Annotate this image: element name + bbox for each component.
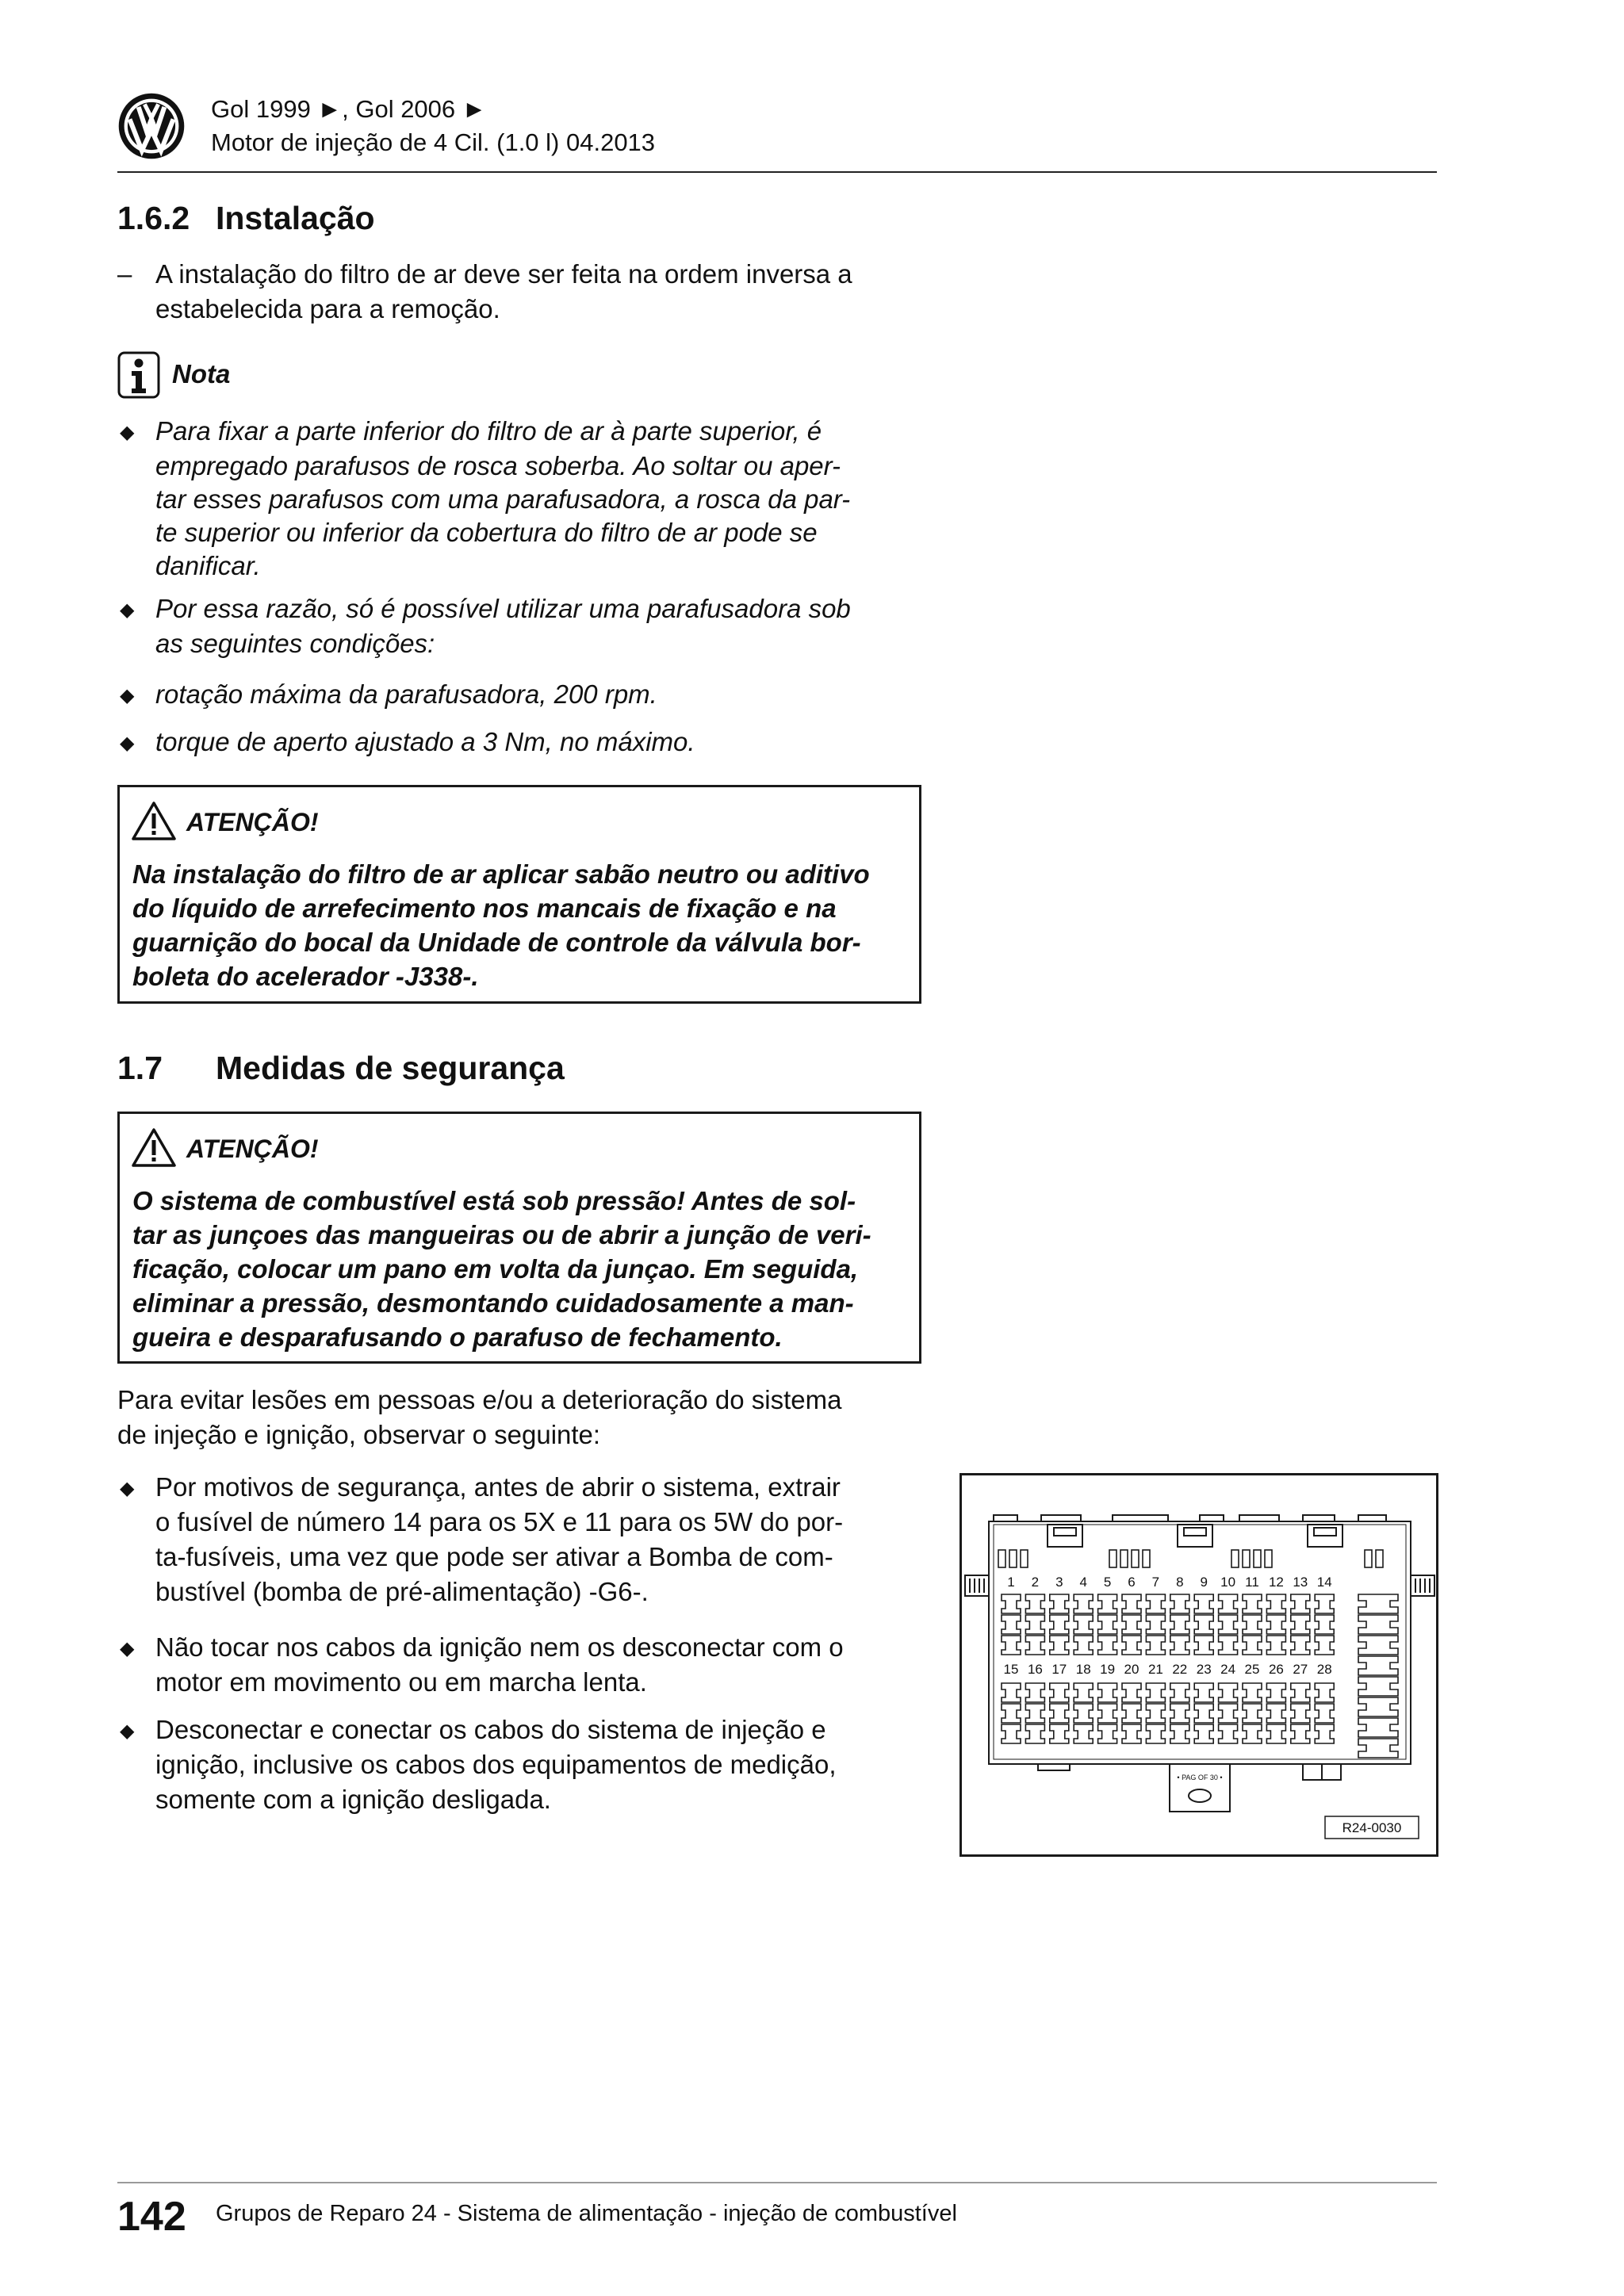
fuse-blade (1074, 1683, 1093, 1702)
fuse-blade (1002, 1724, 1021, 1743)
fuse-blade (1291, 1704, 1310, 1723)
fuse-blade (1291, 1683, 1310, 1702)
step-dash-marker: – (117, 259, 132, 289)
safety-item-line: ignição, inclusive os cabos dos equipamentos de medição, (155, 1750, 837, 1779)
fuse-number-label: 19 (1100, 1662, 1116, 1677)
fuse-blade (1146, 1683, 1165, 1702)
section-number: 1.6.2 (117, 200, 190, 236)
bullet-marker: ◆ (120, 599, 135, 621)
note-item-line: Para fixar a parte inferior do filtro de ar à parte superior, é (155, 416, 822, 446)
fuse-blade (1098, 1594, 1117, 1613)
fuse-blade (1358, 1615, 1398, 1634)
fuse-blade (1194, 1704, 1213, 1723)
fuse-number-label: 7 (1151, 1575, 1160, 1590)
fuse-number-label: 8 (1176, 1575, 1184, 1590)
fuse-blade (1315, 1724, 1334, 1743)
figure-reference-code: R24-0030 (1342, 1820, 1402, 1835)
fuse-blade (1291, 1636, 1310, 1655)
fuse-blade (1358, 1739, 1398, 1758)
fuse-blade (1002, 1683, 1021, 1702)
fuse-blade (1074, 1704, 1093, 1723)
fuse-number-label: 24 (1220, 1662, 1236, 1677)
fuse-blade (1050, 1724, 1069, 1743)
fuse-blade (1266, 1724, 1285, 1743)
fuse-box-diagram-icon (962, 1475, 1436, 1854)
intro-line: Para evitar lesões em pessoas e/ou a deterioração do sistema (117, 1385, 842, 1414)
fuse-number-label: 11 (1245, 1575, 1259, 1590)
fuse-blade (1025, 1724, 1044, 1743)
section-number: 1.7 (117, 1050, 163, 1086)
fuse-blade (1315, 1615, 1334, 1634)
fuse-blade (1358, 1636, 1398, 1655)
note-item-line: empregado parafusos de rosca soberba. Ao soltar ou aper- (155, 451, 841, 480)
bullet-marker: ◆ (120, 1638, 135, 1659)
fuse-blade (1146, 1636, 1165, 1655)
fuse-number-label: 17 (1051, 1662, 1067, 1677)
fuse-blade (1291, 1594, 1310, 1613)
fuse-blade (1315, 1704, 1334, 1723)
fuse-blade (1266, 1594, 1285, 1613)
fuse-number-label: 21 (1147, 1662, 1163, 1677)
fuse-blade (1025, 1615, 1044, 1634)
fuse-blade (1219, 1615, 1238, 1634)
fuse-blade (1266, 1615, 1285, 1634)
safety-item-line: Desconectar e conectar os cabos do sistema de injeção e (155, 1715, 826, 1744)
fuse-box-small-label: • PAG OF 30 • (1177, 1774, 1223, 1781)
fuse-blade (1266, 1683, 1285, 1702)
page-number: 142 (117, 2194, 186, 2240)
fuse-blade (1266, 1636, 1285, 1655)
warning-line: O sistema de combustível está sob pressão! Antes de sol- (132, 1186, 856, 1215)
bullet-marker: ◆ (120, 733, 135, 754)
fuse-blade (1219, 1683, 1238, 1702)
fuse-blade (1002, 1594, 1021, 1613)
fuse-number-label: 16 (1027, 1662, 1043, 1677)
intro-line: de injeção e ignição, observar o seguinte: (117, 1420, 601, 1449)
safety-item-line: Por motivos de segurança, antes de abrir o sistema, extrair (155, 1472, 841, 1502)
fuse-number-label: 10 (1220, 1575, 1236, 1590)
bullet-marker: ◆ (120, 1478, 135, 1499)
fuse-blade (1074, 1636, 1093, 1655)
fuse-blade (1098, 1636, 1117, 1655)
section-heading-1-7 (117, 1048, 752, 1088)
fuse-blade (1315, 1636, 1334, 1655)
fuse-box-figure (959, 1473, 1438, 1857)
fuse-number-label: 3 (1055, 1575, 1063, 1590)
fuse-number-label: 22 (1172, 1662, 1188, 1677)
fuse-blade (1170, 1683, 1189, 1702)
fuse-blade (1050, 1636, 1069, 1655)
note-item-line: danificar. (155, 551, 261, 580)
fuse-blade (1291, 1724, 1310, 1743)
fuse-blade (1170, 1704, 1189, 1723)
note-label: Nota (172, 359, 231, 388)
fuse-blade (1358, 1594, 1398, 1613)
warning-line: boleta do acelerador -J338-. (132, 962, 479, 991)
fuse-blade (1219, 1594, 1238, 1613)
fuse-blade (1025, 1636, 1044, 1655)
note-item-line: torque de aperto ajustado a 3 Nm, no máximo. (155, 727, 695, 756)
warning-box (117, 1112, 921, 1364)
fuse-blade (1266, 1704, 1285, 1723)
fuse-blade (1194, 1683, 1213, 1702)
warning-box (117, 785, 921, 1004)
fuse-blade (1243, 1683, 1262, 1702)
fuse-number-label: 12 (1268, 1575, 1284, 1590)
safety-item-line: ta-fusíveis, uma vez que pode ser ativar a Bomba de com- (155, 1542, 833, 1571)
fuse-blade (1098, 1704, 1117, 1723)
fuse-number-label: 13 (1293, 1575, 1308, 1590)
fuse-blade (1025, 1594, 1044, 1613)
fuse-number-label: 20 (1124, 1662, 1139, 1677)
bullet-marker: ◆ (120, 422, 135, 443)
fuse-blade (1146, 1724, 1165, 1743)
warning-line: do líquido de arrefecimento nos mancais de fixação e na (132, 894, 837, 923)
fuse-number-label: 26 (1268, 1662, 1284, 1677)
fuse-blade (1074, 1615, 1093, 1634)
safety-item-line: o fusível de número 14 para os 5X e 11 para os 5W do por- (155, 1507, 844, 1536)
warning-title: ATENÇÃO! (186, 1135, 319, 1163)
fuse-blade (1358, 1718, 1398, 1737)
fuse-number-label: 23 (1196, 1662, 1212, 1677)
fuse-number-label: 28 (1316, 1662, 1332, 1677)
fuse-blade (1122, 1704, 1141, 1723)
fuse-blade (1194, 1615, 1213, 1634)
warning-line: Na instalação do filtro de ar aplicar sabão neutro ou aditivo (132, 859, 870, 889)
note-item-line: Por essa razão, só é possível utilizar uma parafusadora sob (155, 594, 851, 623)
section-title: Instalação (216, 200, 375, 236)
fuse-blade (1219, 1724, 1238, 1743)
fuse-blade (1122, 1594, 1141, 1613)
fuse-number-label: 18 (1075, 1662, 1091, 1677)
fuse-blade (1170, 1594, 1189, 1613)
fuse-number-label: 9 (1200, 1575, 1208, 1590)
warning-line: tar as junçoes das mangueiras ou de abrir a junção de veri- (132, 1220, 871, 1249)
fuse-blade (1358, 1677, 1398, 1696)
fuse-blade (1243, 1724, 1262, 1743)
fuse-blade (1243, 1704, 1262, 1723)
fuse-blade (1219, 1636, 1238, 1655)
fuse-blade (1243, 1594, 1262, 1613)
safety-item-line: somente com a ignição desligada. (155, 1785, 551, 1814)
fuse-blade (1243, 1615, 1262, 1634)
fuse-blade (1243, 1636, 1262, 1655)
warning-line: gueira e desparafusando o parafuso de fechamento. (132, 1322, 783, 1352)
warning-triangle-icon (131, 1127, 177, 1168)
fuse-number-label: 14 (1316, 1575, 1332, 1590)
warning-triangle-icon (131, 800, 177, 841)
note-item-line: rotação máxima da parafusadora, 200 rpm. (155, 679, 657, 709)
fuse-blade (1025, 1704, 1044, 1723)
fuse-blade (1358, 1656, 1398, 1675)
fuse-blade (1358, 1697, 1398, 1716)
safety-item-line: bustível (bomba de pré-alimentação) -G6-. (155, 1577, 649, 1606)
fuse-blade (1074, 1594, 1093, 1613)
step-line: A instalação do filtro de ar deve ser feita na ordem inversa a (155, 259, 852, 289)
step-line: estabelecida para a remoção. (155, 294, 500, 323)
fuse-blade (1002, 1615, 1021, 1634)
fuse-blade (1170, 1724, 1189, 1743)
note-item-line: tar esses parafusos com uma parafusadora, a rosca da par- (155, 484, 851, 514)
warning-line: guarnição do bocal da Unidade de controle da válvula bor- (132, 928, 861, 957)
fuse-blade (1122, 1683, 1141, 1702)
fuse-blade (1050, 1704, 1069, 1723)
fuse-blade (1219, 1704, 1238, 1723)
fuse-blade (1194, 1636, 1213, 1655)
section-heading-1-6-2 (117, 198, 593, 238)
footer-text: Grupos de Reparo 24 - Sistema de alimentação - injeção de combustível (216, 2201, 957, 2226)
header-engine-line: Motor de injeção de 4 Cil. (1.0 l) 04.2013 (211, 128, 656, 156)
fuse-blade (1291, 1615, 1310, 1634)
fuse-number-label: 5 (1103, 1575, 1112, 1590)
header-model-line: Gol 1999 ►, Gol 2006 ► (211, 95, 487, 123)
header-divider (117, 171, 1437, 173)
fuse-number-label: 6 (1128, 1575, 1136, 1590)
info-icon (117, 351, 160, 399)
fuse-blade (1170, 1636, 1189, 1655)
fuse-number-label: 27 (1293, 1662, 1308, 1677)
fuse-number-label: 1 (1007, 1575, 1015, 1590)
fuse-blade (1098, 1615, 1117, 1634)
bullet-marker: ◆ (120, 685, 135, 706)
fuse-blade (1194, 1594, 1213, 1613)
fuse-blade (1315, 1594, 1334, 1613)
fuse-blade (1098, 1724, 1117, 1743)
fuse-blade (1050, 1594, 1069, 1613)
fuse-blade (1002, 1636, 1021, 1655)
warning-line: eliminar a pressão, desmontando cuidadosamente a man- (132, 1288, 854, 1318)
bullet-marker: ◆ (120, 1720, 135, 1742)
fuse-blade (1025, 1683, 1044, 1702)
vw-logo-icon (117, 92, 186, 160)
fuse-number-label: 25 (1244, 1662, 1260, 1677)
fuse-blade (1122, 1724, 1141, 1743)
fuse-blade (1170, 1615, 1189, 1634)
footer-divider (117, 2182, 1437, 2183)
fuse-blade (1122, 1636, 1141, 1655)
fuse-number-label: 15 (1003, 1662, 1019, 1677)
fuse-number-label: 4 (1079, 1575, 1087, 1590)
safety-item-line: Não tocar nos cabos da ignição nem os desconectar com o (155, 1632, 844, 1662)
fuse-blade (1194, 1724, 1213, 1743)
warning-title: ATENÇÃO! (186, 808, 319, 836)
fuse-blade (1122, 1615, 1141, 1634)
fuse-blade (1074, 1724, 1093, 1743)
note-item-line: as seguintes condições: (155, 629, 435, 658)
fuse-blade (1146, 1615, 1165, 1634)
fuse-blade (1146, 1594, 1165, 1613)
fuse-blade (1050, 1615, 1069, 1634)
fuse-number-label: 2 (1031, 1575, 1040, 1590)
fuse-blade (1050, 1683, 1069, 1702)
fuse-blade (1315, 1683, 1334, 1702)
fuse-blade (1098, 1683, 1117, 1702)
safety-item-line: motor em movimento ou em marcha lenta. (155, 1667, 647, 1697)
fuse-blade (1146, 1704, 1165, 1723)
section-title: Medidas de segurança (216, 1050, 565, 1086)
warning-line: ficação, colocar um pano em volta da junçao. Em seguida, (132, 1254, 859, 1284)
fuse-blade (1002, 1704, 1021, 1723)
note-item-line: te superior ou inferior da cobertura do filtro de ar pode se (155, 518, 818, 547)
